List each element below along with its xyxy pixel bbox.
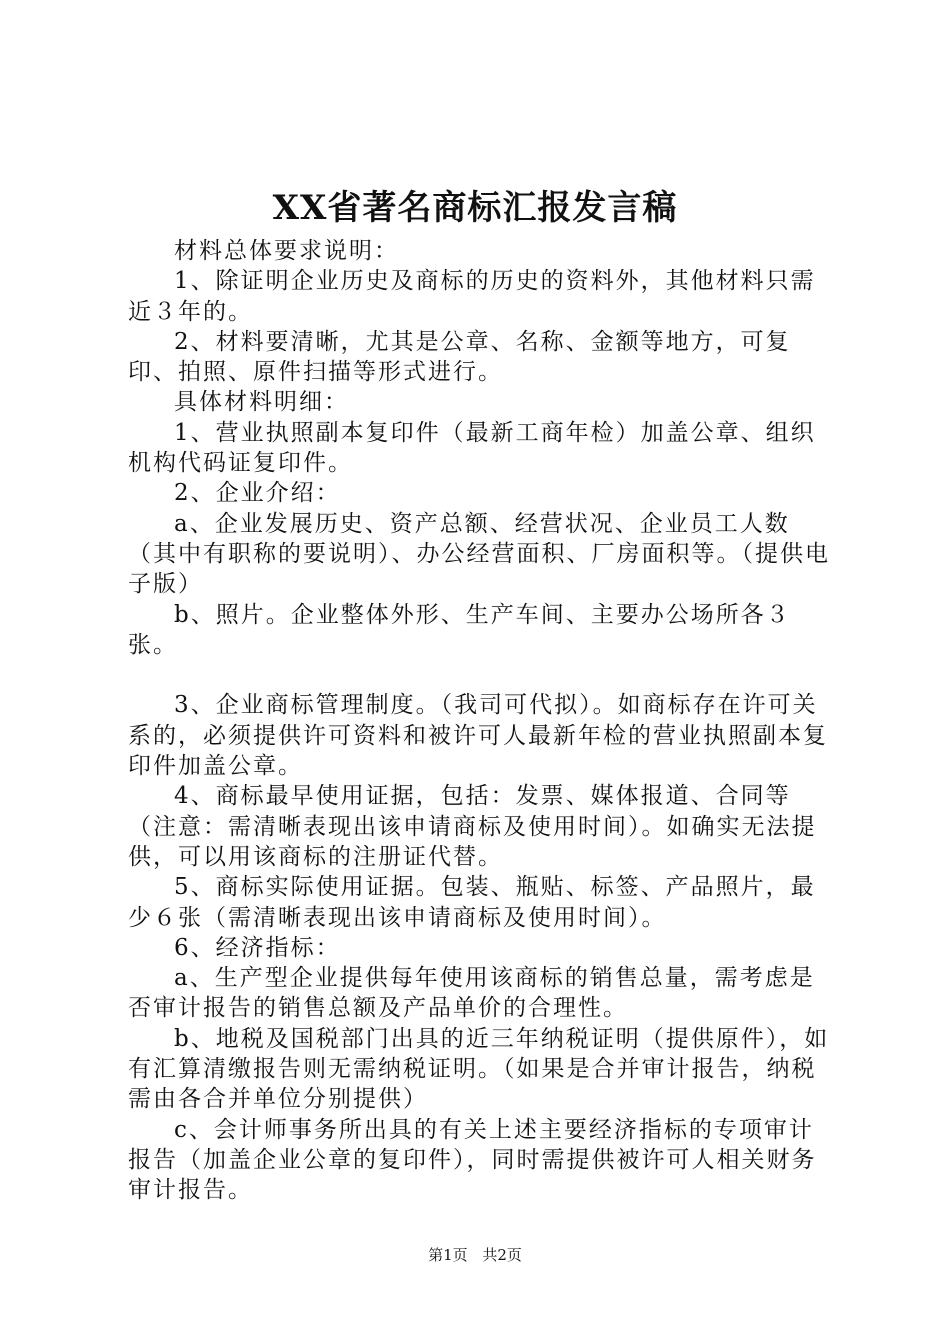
paragraph: 1、除证明企业历史及商标的历史的资料外，其他材料只需近３年的。 xyxy=(128,268,816,325)
paragraph: 2、企业介绍： xyxy=(174,480,341,507)
paragraph: 5、商标实际使用证据。包装、瓶贴、标签、产品照片，最少６张（需清晰表现出该申请商标及使用时间）。 xyxy=(128,874,816,931)
document-title: XX省著名商标汇报发言稿 xyxy=(272,188,678,228)
paragraph: c、会计师事务所出具的有关上述主要经济指标的专项审计报告（加盖企业公章的复印件），同时需提供被许可人相关财务审计报告。 xyxy=(128,1116,817,1204)
paragraph: b、地税及国税部门出具的近三年纳税证明（提供原件），如有汇算清缴报告则无需纳税证明。（如果是合并审计报告，纳税需由各合并单位分别提供） xyxy=(128,1025,830,1113)
paragraph: 6、经济指标： xyxy=(174,934,341,961)
paragraph: 1、营业执照副本复印件（最新工商年检）加盖公章、组织机构代码证复印件。 xyxy=(128,419,816,477)
document-body xyxy=(128,236,836,1206)
paragraph: 具体材料明细： xyxy=(174,389,349,416)
paragraph: 3、企业商标管理制度。（我司可代拟）。如商标存在许可关系的，必须提供许可资料和被许可人最新年检的营业执照副本复印件加盖公章。 xyxy=(128,692,828,780)
paragraph: 材料总体要求说明： xyxy=(174,238,399,264)
blank-line xyxy=(128,660,836,690)
page-footer xyxy=(0,1244,950,1266)
page-number: 第1页 xyxy=(428,1246,468,1264)
paragraph: b、照片。企业整体外形、生产车间、主要办公场所各３张。 xyxy=(128,601,791,658)
paragraph: 2、材料要清晰，尤其是公章、名称、金额等地方，可复印、拍照、原件扫描等形式进行。 xyxy=(128,328,791,386)
paragraph: a、生产型企业提供每年使用该商标的销售总量，需考虑是否审计报告的销售总额及产品单价的合理性。 xyxy=(128,965,815,1022)
paragraph: 4、商标最早使用证据，包括：发票、媒体报道、合同等（注意：需清晰表现出该申请商标及使用时间）。如确实无法提供，可以用该商标的注册证代替。 xyxy=(128,783,817,870)
page-total: 共2页 xyxy=(482,1246,522,1264)
paragraph: a、企业发展历史、资产总额、经营状况、企业员工人数（其中有职称的要说明）、办公经营面积、厂房面积等。（提供电子版） xyxy=(128,510,830,598)
